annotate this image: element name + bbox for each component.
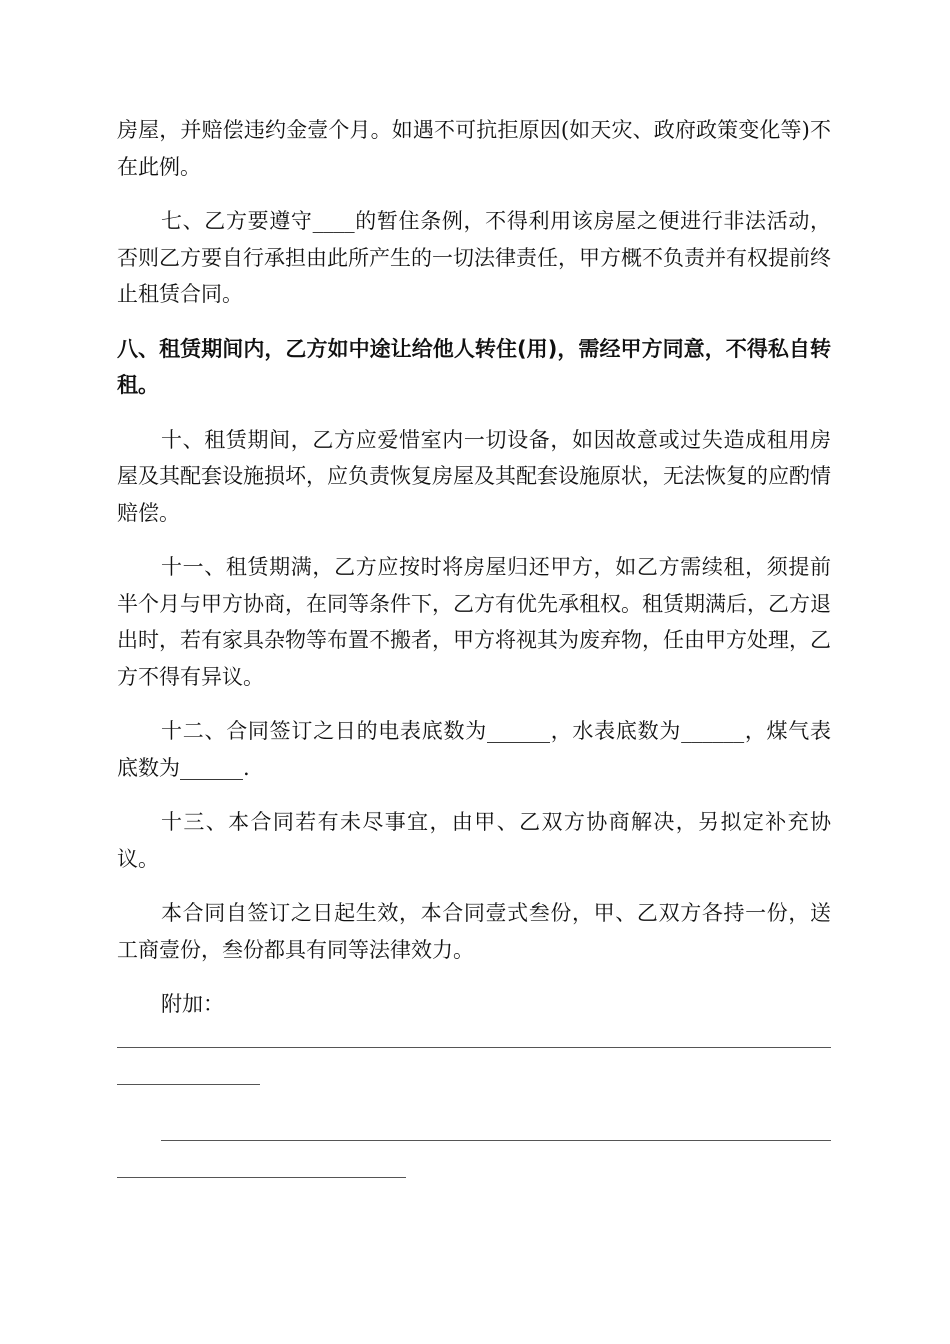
blank-electric-meter: ______ (486, 719, 550, 743)
paragraph-12-part-b: ，水表底数为 (549, 719, 682, 743)
paragraph-12-part-c: ，煤气表底数为 (117, 719, 832, 780)
blank-residence-place: ____ (312, 209, 355, 233)
appendix-line-2 (117, 1084, 260, 1085)
paragraph-12-part-d: . (243, 755, 250, 780)
blank-water-meter: ______ (681, 719, 745, 743)
paragraph-10: 十、租赁期间，乙方应爱惜室内一切设备，如因故意或过失造成租用房屋及其配套设施损坏，应负责恢复房屋及其配套设施原状，无法恢复的应酌情赔偿。 (117, 427, 831, 525)
paragraph-8: 八、租赁期间内，乙方如中途让给他人转住(用)，需经甲方同意，不得私自转租。 (117, 336, 831, 397)
paragraph-12 (117, 713, 831, 786)
paragraph-12-part-a: 十二、合同签订之日的电表底数为 (161, 719, 487, 743)
appendix-label: 附加： (161, 992, 224, 1016)
paragraph-7-part-b: 的暂住条例，不得利用该房屋之便进行非法活动，否则乙方要自行承担由此所产生的一切法律责任，甲方概不负责并有权提前终止租赁合同。 (117, 209, 832, 306)
paragraph-13: 十三、本合同若有未尽事宜，由甲、乙双方协商解决，另拟定补充协议。 (117, 810, 831, 871)
paragraph-11: 十一、租赁期满，乙方应按时将房屋归还甲方，如乙方需续租，须提前半个月与甲方协商，在同等条件下，乙方有优先承租权。租赁期满后，乙方退出时，若有家具杂物等布置不搬者，甲方将视其为废弃物，任由甲方处理，乙方不得有异议。 (117, 555, 831, 689)
paragraph-6-continued: 房屋，并赔偿违约金壹个月。如遇不可抗拒原因(如天灾、政府政策变化等)不在此例。 (117, 118, 831, 179)
paragraph-7-part-a: 七、乙方要遵守 (161, 209, 313, 233)
appendix-line-4 (117, 1177, 406, 1178)
appendix-line-1 (117, 1047, 831, 1048)
blank-gas-meter: ______ (180, 755, 243, 780)
appendix-line-3 (161, 1140, 831, 1141)
paragraph-7 (117, 203, 831, 313)
paragraph-effectiveness: 本合同自签订之日起生效，本合同壹式叁份，甲、乙双方各持一份，送工商壹份，叁份都具有同等法律效力。 (117, 901, 831, 962)
document-page (117, 112, 831, 1178)
